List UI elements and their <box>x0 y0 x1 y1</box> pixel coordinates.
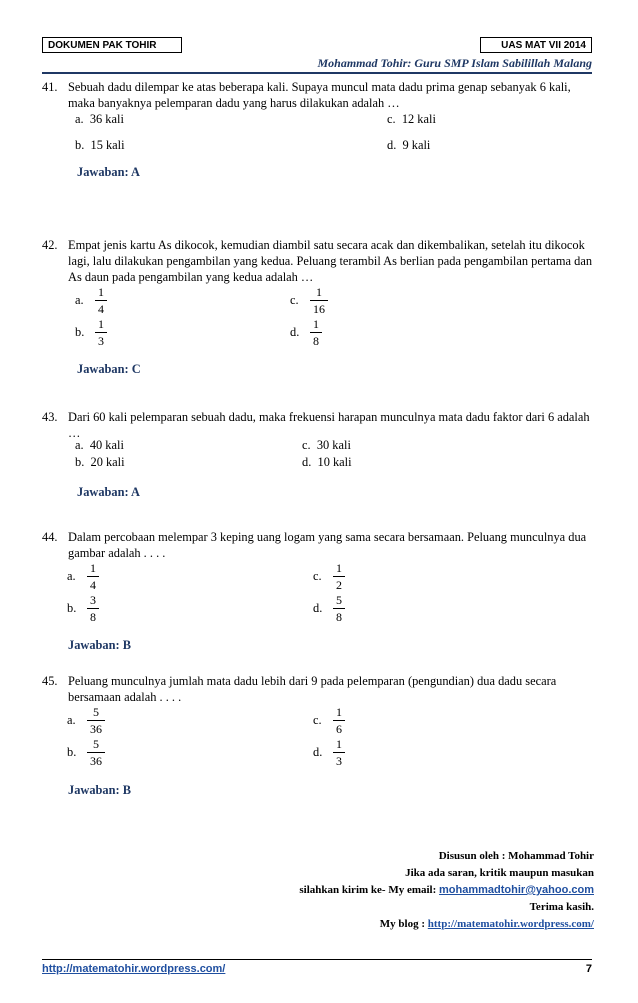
option-a: a. $\frac{5}{36}$ <box>67 705 105 736</box>
question-text: Peluang munculnya jumlah mata dadu lebih dari 9 pada pelemparan (pengundian) dua dadu secara bersamaan adalah . . . . <box>68 674 557 704</box>
fraction: $\frac{1}{4}$ <box>87 561 99 592</box>
question-text: Sebuah dadu dilempar ke atas beberapa kali. Supaya muncul mata dadu prima genap sebanyak 6 kali, maka banyaknya pelemparan dadu yang harus dilakukan adalah … <box>68 80 571 110</box>
option-b: b. $\frac{3}{8}$ <box>67 593 99 624</box>
question-text: Dalam percobaan melempar 3 keping uang logam yang sama secara bersamaan. Peluang munculnya dua gambar adalah . . . . <box>68 530 587 560</box>
fraction: $\frac{1}{3}$ <box>95 317 107 348</box>
option-b: b. 15 kali <box>75 138 125 152</box>
fraction: $\frac{1}{4}$ <box>95 285 107 316</box>
option-a: a. 36 kali <box>75 112 124 126</box>
option-a: a. 40 kali <box>75 438 124 452</box>
option-c: c. 12 kali <box>387 112 436 126</box>
header-subtitle: Mohammad Tohir: Guru SMP Islam Sabilillah Malang <box>317 56 592 70</box>
signature-block <box>299 848 594 933</box>
header-doc-label: DOKUMEN PAK TOHIR <box>42 37 182 53</box>
answer-43: Jawaban: A <box>77 485 140 499</box>
question-text: Empat jenis kartu As dikocok, kemudian diambil satu secara acak dan dikembalikan, setelah itu dikocok lagi, lalu dilakukan pengambilan yang kedua. Peluang terambil As berlian pada pengambilan pertama dan As daun pada pengambilan yang kedua adalah … <box>68 238 593 284</box>
option-a: a. $\frac{1}{4}$ <box>75 285 107 316</box>
header-divider <box>42 72 592 74</box>
answer-41: Jawaban: A <box>77 165 140 179</box>
signature-email-line: silahkan kirim ke- My email: mohammadtohir@yahoo.com <box>299 884 594 896</box>
question-41 <box>42 79 594 111</box>
signature-author: Disusun oleh : Mohammad Tohir <box>438 850 594 862</box>
fraction: $\frac{5}{36}$ <box>87 737 105 768</box>
option-d: d. $\frac{1}{8}$ <box>290 317 322 348</box>
answer-45: Jawaban: B <box>68 783 131 797</box>
question-number: 41. <box>42 80 58 94</box>
option-c: c. $\frac{1}{2}$ <box>313 561 345 592</box>
signature-request: Jika ada saran, kritik maupun masukan <box>405 867 594 879</box>
footer-divider <box>42 959 592 960</box>
signature-thanks: Terima kasih. <box>529 901 594 913</box>
option-d: d. $\frac{5}{8}$ <box>313 593 345 624</box>
option-c: c. 30 kali <box>302 438 351 452</box>
header-exam-label: UAS MAT VII 2014 <box>480 37 592 53</box>
option-c: c. $\frac{1}{6}$ <box>313 705 345 736</box>
fraction: $\frac{1}{16}$ <box>310 285 328 316</box>
fraction: $\frac{5}{36}$ <box>87 705 105 736</box>
option-a: a. $\frac{1}{4}$ <box>67 561 99 592</box>
question-text: Dari 60 kali pelemparan sebuah dadu, maka frekuensi harapan munculnya mata dadu faktor dari 6 adalah … <box>68 410 590 440</box>
footer-link[interactable]: http://matematohir.wordpress.com/ <box>42 963 226 975</box>
question-number: 43. <box>42 410 58 424</box>
question-42 <box>42 237 594 285</box>
question-44 <box>42 529 594 561</box>
fraction: $\frac{3}{8}$ <box>87 593 99 624</box>
option-c: c. $\frac{1}{16}$ <box>290 285 328 316</box>
option-b: b. $\frac{5}{36}$ <box>67 737 105 768</box>
email-link[interactable]: mohammadtohir@yahoo.com <box>439 884 594 896</box>
option-b: b. 20 kali <box>75 455 125 469</box>
question-45 <box>42 673 594 705</box>
question-number: 42. <box>42 238 58 252</box>
signature-blog-line: My blog : http://matematohir.wordpress.com/ <box>379 918 594 930</box>
question-number: 44. <box>42 530 58 544</box>
fraction: $\frac{1}{8}$ <box>310 317 322 348</box>
fraction: $\frac{5}{8}$ <box>333 593 345 624</box>
question-number: 45. <box>42 674 58 688</box>
fraction: $\frac{1}{2}$ <box>333 561 345 592</box>
blog-link[interactable]: http://matematohir.wordpress.com/ <box>427 918 594 930</box>
page-number: 7 <box>585 963 592 975</box>
option-d: d. $\frac{1}{3}$ <box>313 737 345 768</box>
fraction: $\frac{1}{3}$ <box>333 737 345 768</box>
option-d: d. 9 kali <box>387 138 431 152</box>
answer-44: Jawaban: B <box>68 638 131 652</box>
answer-42: Jawaban: C <box>77 362 141 376</box>
option-b: b. $\frac{1}{3}$ <box>75 317 107 348</box>
option-d: d. 10 kali <box>302 455 352 469</box>
fraction: $\frac{1}{6}$ <box>333 705 345 736</box>
